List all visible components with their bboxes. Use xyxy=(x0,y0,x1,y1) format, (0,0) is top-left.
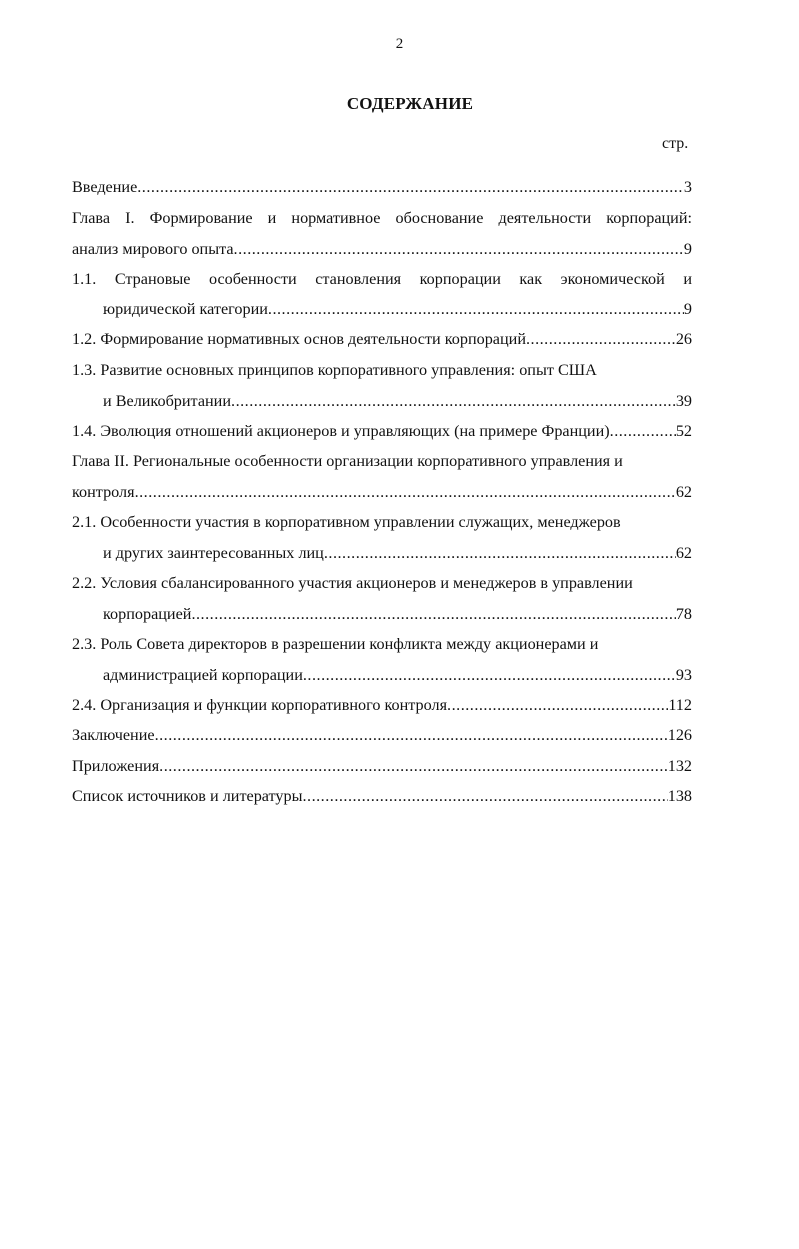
page-title: СОДЕРЖАНИЕ xyxy=(346,94,474,113)
toc-leader-dots xyxy=(191,603,675,625)
toc-entry-sources xyxy=(72,785,692,807)
toc-entry-2-4 xyxy=(72,694,692,716)
toc-page-number: 52 xyxy=(675,422,692,440)
toc-page-number: 112 xyxy=(668,696,692,714)
toc-leader-dots xyxy=(159,755,668,777)
toc-entry-intro xyxy=(72,176,692,198)
toc-entry-2-3 xyxy=(103,664,692,686)
toc-page-number: 26 xyxy=(675,330,692,348)
toc-entry-chapter1-line1: Глава I. Формирование и нормативное обоснование деятельности корпораций: xyxy=(72,209,692,227)
toc-entry-chapter2-line1: Глава II. Региональные особенности организации корпоративного управления и xyxy=(72,452,623,470)
toc-entry-1-3 xyxy=(103,390,692,412)
toc-entry-2-1-line1: 2.1. Особенности участия в корпоративном управлении служащих, менеджеров xyxy=(72,513,621,531)
toc-page-number: 9 xyxy=(683,300,692,318)
toc-leader-dots xyxy=(234,238,684,260)
toc-entry-1-1-line1: 1.1. Страновые особенности становления корпорации как экономической и xyxy=(72,270,692,288)
toc-leader-dots xyxy=(302,785,667,807)
toc-entry-text: и других заинтересованных лиц xyxy=(103,544,324,562)
toc-leader-dots xyxy=(447,694,668,716)
toc-entry-conclusion xyxy=(72,724,692,746)
toc-entry-2-2 xyxy=(103,603,692,625)
toc-entry-text: и Великобритании xyxy=(103,392,232,410)
toc-entry-text: Приложения xyxy=(72,757,160,775)
toc-page-number: 132 xyxy=(667,757,692,775)
page-number: 2 xyxy=(395,36,404,52)
toc-entry-text: 1.4. Эволюция отношений акционеров и управляющих (на примере Франции) xyxy=(72,422,610,440)
toc-entry-text: анализ мирового опыта xyxy=(72,240,234,258)
toc-entry-chapter2 xyxy=(72,481,692,503)
toc-entry-text: Список источников и литературы xyxy=(72,787,303,805)
toc-page-number: 62 xyxy=(675,544,692,562)
toc-page-number: 62 xyxy=(675,483,692,501)
toc-leader-dots xyxy=(526,328,676,350)
toc-entry-text: контроля xyxy=(72,483,135,501)
toc-entry-text: администрацией корпорации xyxy=(103,666,303,684)
toc-entry-chapter1 xyxy=(72,238,692,260)
toc-entry-text: корпорацией xyxy=(103,605,192,623)
toc-page-number: 39 xyxy=(675,392,692,410)
toc-entry-appendices xyxy=(72,755,692,777)
toc-leader-dots xyxy=(324,542,676,564)
toc-leader-dots xyxy=(610,420,676,442)
toc-entry-text: Введение xyxy=(72,178,138,196)
toc-page-number: 93 xyxy=(675,666,692,684)
toc-entry-text: 1.2. Формирование нормативных основ деятельности корпораций xyxy=(72,330,526,348)
toc-page-number: 126 xyxy=(667,726,692,744)
toc-entry-1-4 xyxy=(72,420,692,442)
toc-leader-dots xyxy=(303,664,676,686)
toc-entry-1-1 xyxy=(103,298,692,320)
toc-page-number: 138 xyxy=(667,787,692,805)
toc-leader-dots xyxy=(268,298,684,320)
toc-entry-1-3-line1: 1.3. Развитие основных принципов корпоративного управления: опыт США xyxy=(72,361,597,379)
toc-entry-2-1 xyxy=(103,542,692,564)
toc-leader-dots xyxy=(137,176,684,198)
toc-entry-text: Заключение xyxy=(72,726,155,744)
toc-leader-dots xyxy=(155,724,668,746)
toc-entry-2-3-line1: 2.3. Роль Совета директоров в разрешении конфликта между акционерами и xyxy=(72,635,599,653)
toc-entry-1-2 xyxy=(72,328,692,350)
pages-column-label: стр. xyxy=(662,135,689,152)
toc-leader-dots xyxy=(135,481,676,503)
toc-entry-text: юридической категории xyxy=(103,300,268,318)
toc-page-number: 78 xyxy=(675,605,692,623)
toc-entry-2-2-line1: 2.2. Условия сбалансированного участия акционеров и менеджеров в управлении xyxy=(72,574,633,592)
toc-entry-text: 2.4. Организация и функции корпоративного контроля xyxy=(72,696,448,714)
toc-page-number: 3 xyxy=(683,178,692,196)
toc-leader-dots xyxy=(231,390,676,412)
toc-page-number: 9 xyxy=(683,240,692,258)
